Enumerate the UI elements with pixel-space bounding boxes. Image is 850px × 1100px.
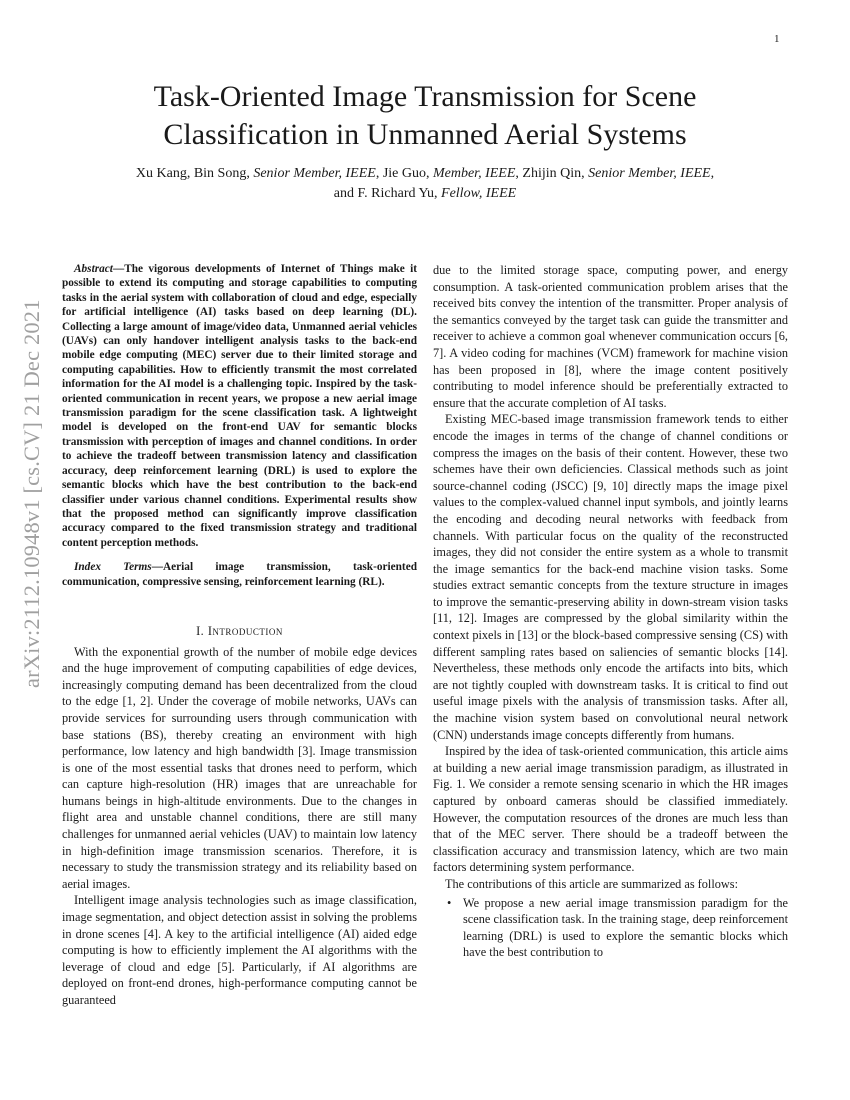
index-terms-label: Index Terms [74, 561, 152, 574]
abstract [62, 262, 417, 550]
authors-text: , [710, 166, 715, 181]
authors-text: Xu Kang, Bin Song, [135, 166, 254, 181]
author-affiliation: Senior Member, IEEE [588, 166, 711, 181]
left-column [62, 262, 417, 1009]
abstract-label: Abstract [74, 263, 113, 275]
bullet-icon: • [447, 895, 452, 910]
authors-text: and F. Richard Yu, [333, 186, 442, 201]
contribution-bullet [433, 895, 788, 961]
authors-text: , Jie Guo, [375, 166, 433, 181]
body-paragraph: Intelligent image analysis technologies such as image classification, image segmentation, and object detection assist in solving the problems in drone scenes [4]. A key to the artificial intelligence (AI) aided edge computing is how to efficiently implement the AI algorithms with the leverage of cloud and edge [5]. Particularly, if AI algorithms are deployed on front-end drones, high-performance computing cannot be guaranteed [62, 893, 417, 1007]
author-affiliation: Fellow, IEEE [441, 186, 517, 201]
body-paragraph: The contributions of this article are summarized as follows: [445, 876, 738, 891]
bullet-text: We propose a new aerial image transmission paradigm for the scene classification task. In the training stage, deep reinforcement learning (DRL) is used to explore the semantic blocks which have the best contribution to [463, 895, 788, 960]
body-paragraph: Existing MEC-based image transmission framework tends to either encode the images in terms of the change of channel conditions or compress the images on the basis of their content. However, these two schemes have their own deficiencies. Classical methods such as joint source-channel coding (JSCC) [9, 10] directly maps the image pixel values to the complex-valued channel input symbols, and jointly learns the encoding and decoding neural networks with feedback from channels. With particular focus on the quality of the reconstructed images, they did not consider the entire system as a whole to transmit the image semantics for the back-end machine vision tasks. Some studies extract semantic concepts from the texture structure in images to improve the semantic-preserving ability in down-stream vision tasks [11, 12]. Images are compressed by the global similarity within the context pixels in [13] or the block-based compressive sensing (CS) with different sampling rates based on saliencies of semantic blocks [14]. Nevertheless, these methods only encode the artifacts into bits, which are not tightly coupled with downstream tasks. It is critical to find out useful image pixels with the analysis of transmission tasks. After all, the machine vision system based on convolutional neural network (CNN) understands image concepts differently from humans. [433, 412, 788, 742]
title-line-1: Task-Oriented Image Transmission for Scene [153, 80, 697, 113]
authors-text: , Zhijin Qin, [515, 166, 589, 181]
paper-title [60, 78, 790, 154]
page-number: 1 [774, 33, 780, 45]
section-title: Introduction [207, 623, 283, 638]
body-paragraph: With the exponential growth of the number of mobile edge devices and the huge improvement of computing capabilities of edge devices, increasingly computing demand has been decentralized from the cloud to the edge [1, 2]. Under the coverage of mobile networks, UAVs can provide services for surrounding users through communication with base stations (BS), thereby creating an environment with high performance, low latency and high bandwidth [3]. Image transmission is one of the most essential tasks that drones need to perform, which can capture high-resolution (HR) images that are unreachable for humans beings in high-altitude environments. Due to the changes in flight area and unstable channel conditions, there are still many challenges for unmanned aerial vehicles (UAV) to maintain low latency in high-definition image transmission scenarios. Therefore, it is necessary to study the transmission strategy and its reliability based on aerial images. [62, 644, 417, 891]
section-heading [62, 623, 417, 640]
arxiv-identifier: arXiv:2112.10948v1 [cs.CV] 21 Dec 2021 [19, 299, 44, 688]
body-paragraph: due to the limited storage space, computing power, and energy consumption. A task-oriented communication problem arises that the received bits convey the intention of the transmitter. Proper analysis of the semantics conveyed by the target task can guide the transmitter and receiver to achieve a common goal whenever communication occurs [6, 7]. A video coding for machines (VCM) framework for machine vision has been proposed in [8], where the image content positively contributing to model inference should be preferentially extracted to ensure that the accurate completion of AI tasks. [433, 263, 788, 410]
author-list [60, 164, 790, 204]
right-column [433, 262, 788, 961]
abstract-text: —The vigorous developments of Internet of Things make it possible to extend its computing and storage capabilities to computing tasks in the aerial system with collaboration of cloud and edge, especially for artificial intelligence (AI) tasks based on deep learning (DL). Collecting a large amount of image/video data, Unmanned aerial vehicles (UAVs) can only handover intelligent analysis tasks to the back-end mobile edge computing (MEC) server due to their limited storage and computing capabilities. How to efficiently transmit the most correlated information for the AI model is a challenging topic. Inspired by the task-oriented communication in recent years, we propose a new aerial image transmission paradigm for the scene classification task. A lightweight model is developed on the front-end UAV for semantic blocks transmission with perception of images and channel conditions. In order to achieve the tradeoff between transmission latency and classification accuracy, deep reinforcement learning (DRL) is used to explore the semantic blocks which have the best contribution to the back-end classifier under various channel conditions. Experimental results show that the proposed method can significantly improve classification accuracy compared to the fixed transmission strategy and traditional content perception methods. [62, 263, 417, 549]
index-terms [62, 560, 417, 589]
title-line-2: Classification in Unmanned Aerial Systems [163, 118, 687, 151]
author-affiliation: Senior Member, IEEE [253, 166, 376, 181]
section-number: I. [196, 623, 208, 638]
index-terms-text: —Aerial image transmission, task-oriented communication, compressive sensing, reinforcement learning (RL). [62, 561, 417, 588]
author-affiliation: Member, IEEE [432, 166, 516, 181]
body-paragraph: Inspired by the idea of task-oriented communication, this article aims at building a new aerial image transmission paradigm, as illustrated in Fig. 1. We consider a remote sensing scenario in which the HR images captured by onboard cameras should be classified immediately. However, the computation resources of the drones are much less than that of the MEC server. There should be a tradeoff between the classification accuracy and transmission latency, which are two main factors determining system performance. [433, 744, 788, 875]
